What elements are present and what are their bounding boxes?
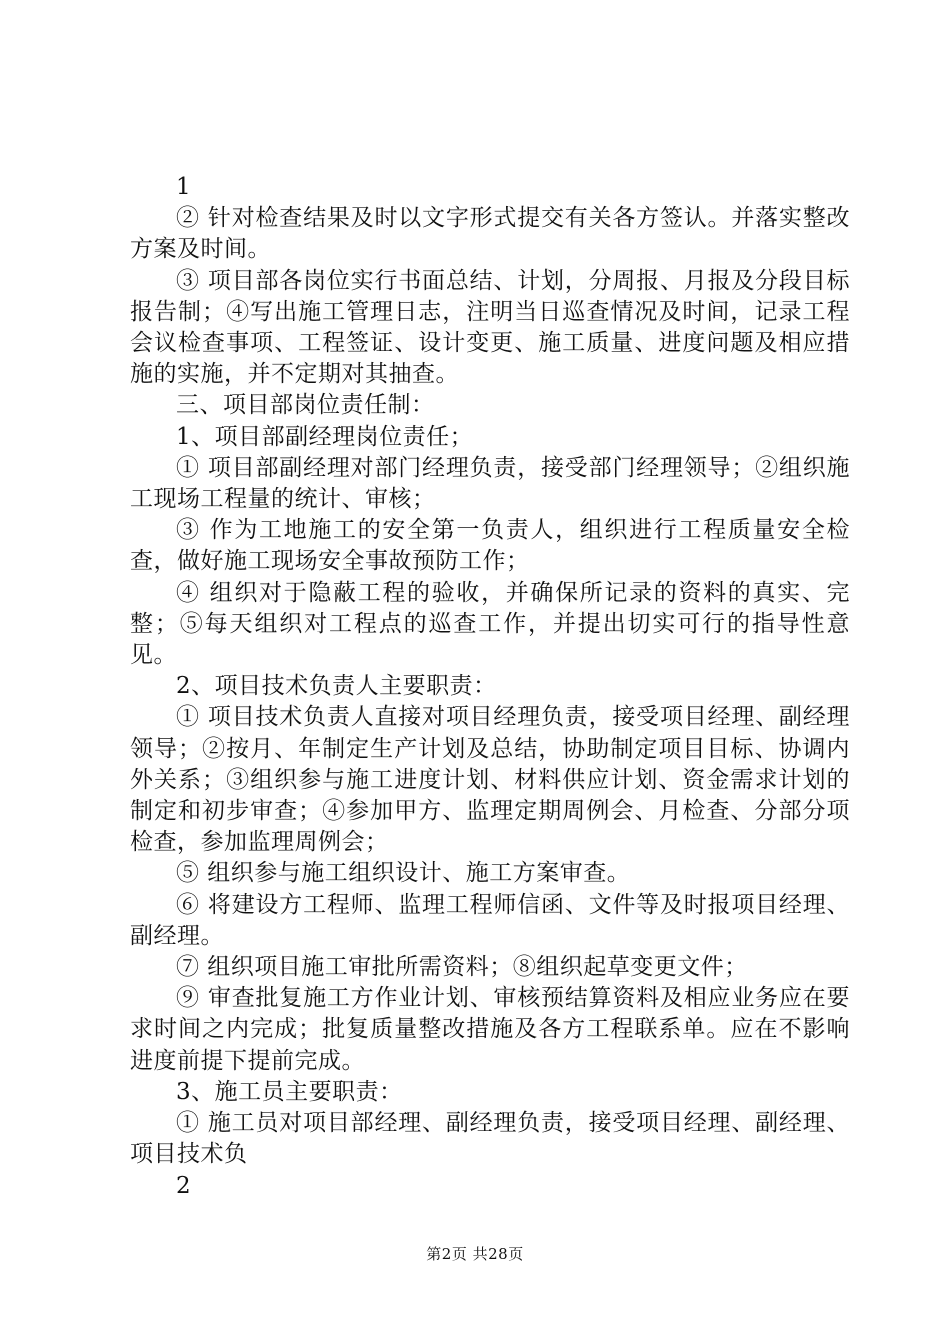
paragraph: ③ 作为工地施工的安全第一负责人，组织进行工程质量安全检查，做好施工现场安全事故预防工作； <box>130 517 850 575</box>
paragraph: ⑥ 将建设方工程师、监理工程师信函、文件等及时报项目经理、副经理。 <box>130 891 850 949</box>
paragraph: ⑨ 审查批复施工方作业计划、审核预结算资料及相应业务应在要求时间之内完成；批复质量整改措施及各方工程联系单。应在不影响进度前提下提前完成。 <box>130 985 850 1074</box>
subsection-heading: 1、项目部副经理岗位责任； <box>176 423 474 450</box>
subsection-heading: 3、施工员主要职责： <box>176 1078 403 1105</box>
subsection-heading: 2、项目技术负责人主要职责： <box>176 673 497 700</box>
paragraph: ⑦ 组织项目施工审批所需资料；⑧组织起草变更文件； <box>176 954 748 981</box>
paragraph: ① 施工员对项目部经理、副经理负责，接受项目经理、副经理、项目技术负 <box>130 1110 850 1168</box>
paragraph: ① 项目部副经理对部门经理负责，接受部门经理领导；②组织施工现场工程量的统计、审核； <box>130 454 850 513</box>
document-body <box>130 172 850 1202</box>
paragraph: ② 针对检查结果及时以文字形式提交有关各方签认。并落实整改方案及时间。 <box>130 205 850 263</box>
section-heading: 三、项目部岗位责任制： <box>176 392 435 419</box>
paragraph: ① 项目技术负责人直接对项目经理负责，接受项目经理、副经理领导；②按月、年制定生产计划及总结，协助制定项目目标、协调内外关系；③组织参与施工进度计划、材料供应计划、资金需求计划的制定和初步审查；④参加甲方、监理定期周例会、月检查、分部分项检查，参加监理周例会； <box>130 704 850 856</box>
paragraph: ③ 项目部各岗位实行书面总结、计划，分周报、月报及分段目标报告制；④写出施工管理日志，注明当日巡查情况及时间，记录工程会议检查事项、工程签证、设计变更、施工质量、进度问题及相应措施的实施，并不定期对其抽查。 <box>130 267 850 388</box>
page-marker-bottom: 2 <box>176 1172 192 1199</box>
paragraph: ⑤ 组织参与施工组织设计、施工方案审查。 <box>176 860 631 887</box>
paragraph: ④ 组织对于隐蔽工程的验收，并确保所记录的资料的真实、完整；⑤每天组织对工程点的巡查工作，并提出切实可行的指导性意见。 <box>130 579 850 669</box>
page-footer: 第2页 共28页 <box>426 1245 524 1263</box>
page-marker-top: 1 <box>176 174 192 200</box>
